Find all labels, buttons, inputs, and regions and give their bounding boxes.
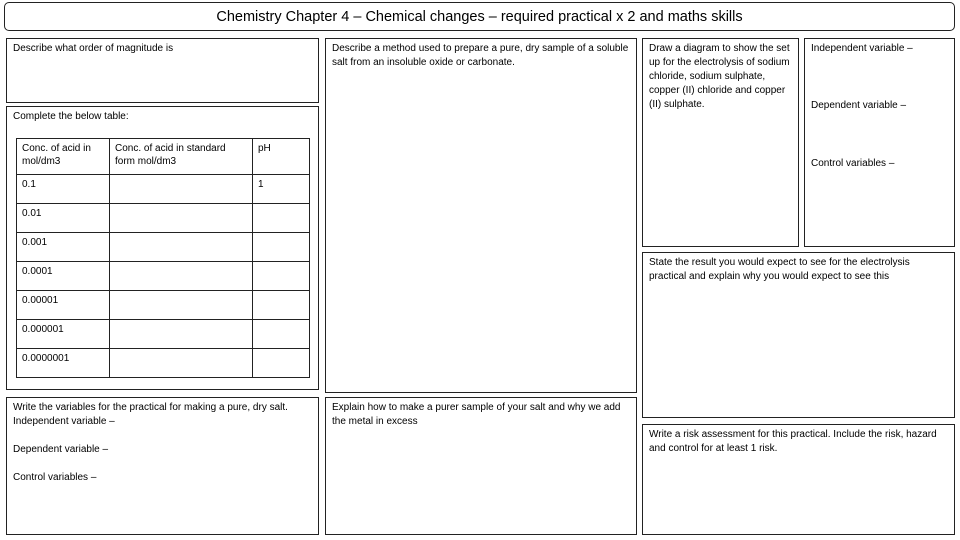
table-row <box>17 175 310 204</box>
concentration-cell: 0.01 <box>17 204 110 233</box>
order-of-magnitude-box[interactable] <box>6 38 319 103</box>
table-header-cell: pH <box>253 139 310 175</box>
table-header-cell: Conc. of acid in standard form mol/dm3 <box>110 139 253 175</box>
standard-form-cell[interactable] <box>110 204 253 233</box>
acid-concentration-table <box>16 138 310 378</box>
concentration-cell: 0.000001 <box>17 320 110 349</box>
standard-form-cell[interactable] <box>110 233 253 262</box>
ph-cell[interactable]: 1 <box>253 175 310 204</box>
ph-cell[interactable] <box>253 291 310 320</box>
table-row <box>17 349 310 378</box>
electrolysis-control-variables: Control variables – <box>811 158 895 169</box>
page-title-text: Chemistry Chapter 4 – Chemical changes – required practical x 2 and maths skills <box>216 8 743 25</box>
ph-cell[interactable] <box>253 233 310 262</box>
electrolysis-diagram-prompt: Draw a diagram to show the set up for the electrolysis of sodium chloride, sodium sulphate, copper (II) chloride and copper (II) sulphate. <box>649 43 790 110</box>
table-prompt: Complete the below table: <box>13 111 129 122</box>
electrolysis-variables-box[interactable] <box>804 38 955 247</box>
ph-cell[interactable] <box>253 320 310 349</box>
purer-salt-box[interactable] <box>325 397 637 535</box>
standard-form-cell[interactable] <box>110 262 253 291</box>
concentration-cell: 0.0000001 <box>17 349 110 378</box>
electrolysis-diagram-box[interactable] <box>642 38 799 247</box>
concentration-cell: 0.00001 <box>17 291 110 320</box>
table-row <box>17 320 310 349</box>
standard-form-cell[interactable] <box>110 349 253 378</box>
salt-independent-variable: Independent variable – <box>13 416 115 427</box>
table-row <box>17 291 310 320</box>
standard-form-cell[interactable] <box>110 320 253 349</box>
table-row <box>17 204 310 233</box>
ph-cell[interactable] <box>253 204 310 233</box>
order-of-magnitude-prompt: Describe what order of magnitude is <box>13 43 174 54</box>
concentration-cell: 0.1 <box>17 175 110 204</box>
page-title <box>4 2 955 31</box>
electrolysis-dependent-variable: Dependent variable – <box>811 100 907 111</box>
electrolysis-independent-variable: Independent variable – <box>811 43 913 54</box>
risk-assessment-prompt: Write a risk assessment for this practical. Include the risk, hazard and control for at least 1 risk. <box>649 429 937 454</box>
ph-cell[interactable] <box>253 262 310 291</box>
standard-form-cell[interactable] <box>110 175 253 204</box>
table-header-cell: Conc. of acid in mol/dm3 <box>17 139 110 175</box>
risk-assessment-box[interactable] <box>642 424 955 535</box>
table-header-row <box>17 139 310 175</box>
salt-dependent-variable: Dependent variable – <box>13 444 109 455</box>
salt-variables-prompt: Write the variables for the practical for making a pure, dry salt. <box>13 402 288 413</box>
standard-form-cell[interactable] <box>110 291 253 320</box>
salt-method-box[interactable] <box>325 38 637 393</box>
salt-method-prompt: Describe a method used to prepare a pure, dry sample of a soluble salt from an insoluble oxide or carbonate. <box>332 43 629 68</box>
ph-cell[interactable] <box>253 349 310 378</box>
salt-variables-box[interactable] <box>6 397 319 535</box>
purer-salt-prompt: Explain how to make a purer sample of your salt and why we add the metal in excess <box>332 402 621 427</box>
electrolysis-result-prompt: State the result you would expect to see for the electrolysis practical and explain why you would expect to see this <box>649 257 910 282</box>
salt-control-variables: Control variables – <box>13 472 97 483</box>
concentration-cell: 0.001 <box>17 233 110 262</box>
table-row <box>17 233 310 262</box>
concentration-cell: 0.0001 <box>17 262 110 291</box>
table-row <box>17 262 310 291</box>
electrolysis-result-box[interactable] <box>642 252 955 418</box>
